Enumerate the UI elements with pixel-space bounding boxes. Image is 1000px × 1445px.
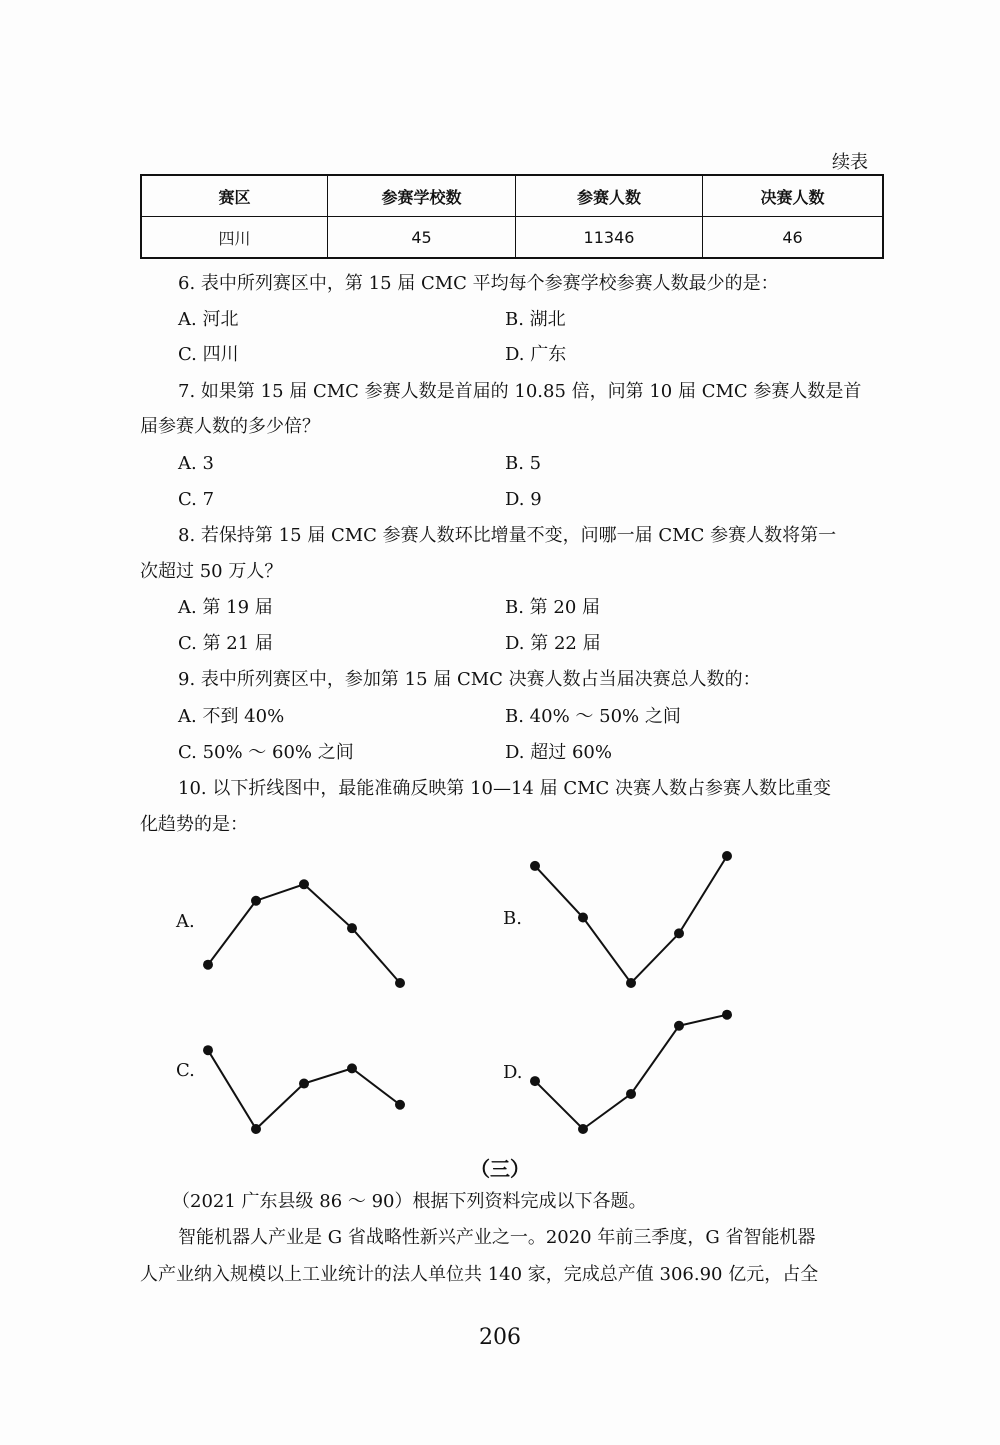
question-8-stem: 8. 若保持第 15 届 CMC 参赛人数环比增量不变，问哪一届 CMC 参赛人数将第一 (178, 525, 837, 546)
data-point (626, 1089, 636, 1099)
q9-option-d: D. 超过 60% (505, 742, 612, 763)
question-7-stem-cont: 届参赛人数的多少倍？ (140, 416, 320, 437)
section-title: （三） (470, 1157, 530, 1181)
question-6-stem: 6. 表中所列赛区中，第 15 届 CMC 平均每个参赛学校参赛人数最少的是： (178, 273, 779, 294)
data-point (674, 928, 684, 938)
q8-option-b: B. 第 20 届 (505, 597, 601, 618)
q6-option-a: A. 河北 (178, 309, 239, 330)
q9-option-c: C. 50% ～ 60% 之间 (178, 742, 354, 763)
col-header: 参赛人数 (516, 175, 703, 217)
data-point (722, 851, 732, 861)
data-table (140, 174, 884, 259)
q8-option-a: A. 第 19 届 (178, 597, 273, 618)
data-point (347, 923, 357, 933)
col-header: 决赛人数 (703, 175, 884, 217)
q7-option-d: D. 9 (505, 489, 542, 510)
question-10-stem-cont: 化趋势的是： (140, 814, 248, 835)
table-header-row (141, 175, 883, 217)
q8-option-d: D. 第 22 届 (505, 633, 601, 654)
q7-option-c: C. 7 (178, 489, 215, 510)
table-cell: 45 (328, 217, 516, 259)
data-point (578, 913, 588, 923)
q8-option-c: C. 第 21 届 (178, 633, 273, 654)
data-point (251, 1124, 261, 1134)
chart-c-label: C. (176, 1060, 195, 1081)
q6-option-c: C. 四川 (178, 344, 239, 365)
chart-b-plot (531, 852, 731, 987)
chart-c-plot (204, 1028, 404, 1133)
data-point (674, 1021, 684, 1031)
data-point (530, 861, 540, 871)
data-point (203, 1045, 213, 1055)
col-header: 赛区 (141, 175, 328, 217)
series-line (208, 884, 400, 983)
table-cell: 四川 (141, 217, 328, 259)
q7-option-a: A. 3 (178, 453, 214, 474)
table-cell: 46 (703, 217, 884, 259)
data-point (722, 1010, 732, 1020)
data-point (626, 978, 636, 988)
data-point (578, 1124, 588, 1134)
data-point (299, 1079, 309, 1089)
chart-d-label: D. (503, 1062, 523, 1083)
col-header: 参赛学校数 (328, 175, 516, 217)
series-line (535, 856, 727, 983)
data-point (347, 1063, 357, 1073)
series-line (535, 1015, 727, 1129)
q6-option-d: D. 广东 (505, 344, 567, 365)
q6-option-b: B. 湖北 (505, 309, 566, 330)
q9-option-b: B. 40% ～ 50% 之间 (505, 706, 681, 727)
chart-a-label: A. (176, 911, 195, 932)
section-intro: （2021 广东县级 86 ～ 90）根据下列资料完成以下各题。 (172, 1191, 647, 1212)
data-point (530, 1076, 540, 1086)
paragraph-line-2: 人产业纳入规模以上工业统计的法人单位共 140 家，完成总产值 306.90 亿元，占全 (140, 1264, 819, 1285)
page-number: 206 (479, 1325, 521, 1350)
question-8-stem-cont: 次超过 50 万人？ (140, 561, 283, 582)
chart-b-label: B. (503, 908, 522, 929)
data-point (203, 960, 213, 970)
chart-a-plot (204, 862, 404, 987)
chart-d-plot (531, 1007, 731, 1133)
continued-label: 续表 (832, 152, 868, 173)
question-10-stem: 10. 以下折线图中，最能准确反映第 10—14 届 CMC 决赛人数占参赛人数比重变 (178, 778, 832, 799)
paragraph-line-1: 智能机器人产业是 G 省战略性新兴产业之一。2020 年前三季度，G 省智能机器 (178, 1227, 816, 1248)
data-point (299, 879, 309, 889)
table-row (141, 217, 883, 259)
question-9-stem: 9. 表中所列赛区中，参加第 15 届 CMC 决赛人数占当届决赛总人数的： (178, 669, 761, 690)
series-line (208, 1050, 400, 1129)
q7-option-b: B. 5 (505, 453, 542, 474)
data-point (251, 896, 261, 906)
q9-option-a: A. 不到 40% (178, 706, 285, 727)
question-7-stem: 7. 如果第 15 届 CMC 参赛人数是首届的 10.85 倍，问第 10 届 CMC 参赛人数是首 (178, 381, 862, 402)
data-point (395, 978, 405, 988)
table-cell: 11346 (516, 217, 703, 259)
data-point (395, 1100, 405, 1110)
